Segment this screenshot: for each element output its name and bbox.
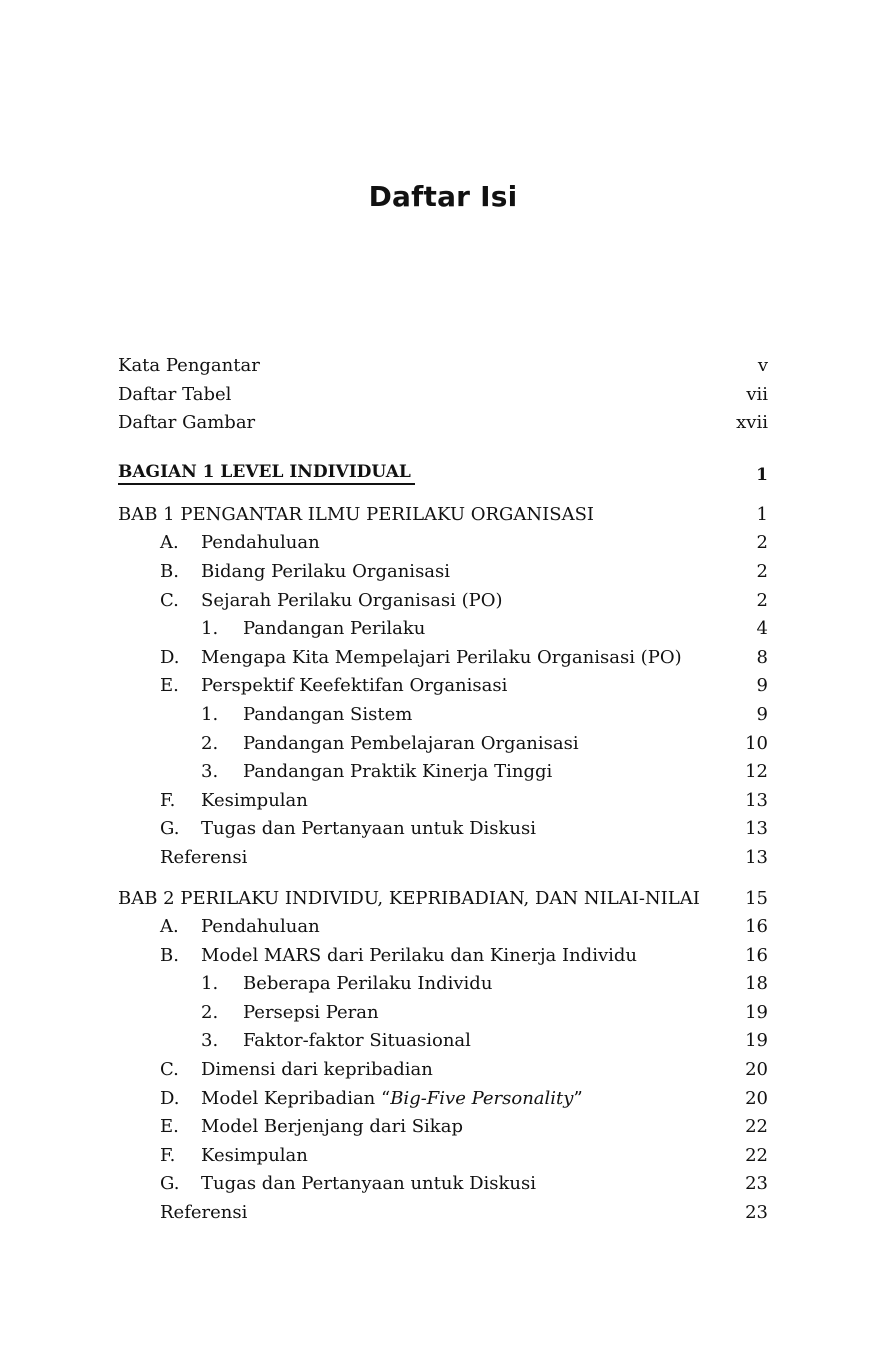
toc-entry-number: C. <box>160 589 179 611</box>
toc-subentry[interactable] <box>118 615 768 644</box>
toc-entry-number: D. <box>160 646 180 668</box>
toc-entry-label: Referensi <box>160 846 248 868</box>
toc-entry-number: F. <box>160 789 176 811</box>
toc-entry-page: 2 <box>756 560 768 582</box>
toc-entry-label: Faktor-faktor Situasional <box>243 1030 471 1052</box>
toc-entry-label: Mengapa Kita Mempelajari Perilaku Organisasi (PO) <box>201 646 682 668</box>
toc-entry-page: 18 <box>745 973 768 995</box>
toc-entry-number: B. <box>160 944 179 966</box>
toc-chapter-label: BAB 2 PERILAKU INDIVIDU, KEPRIBADIAN, DAN NILAI-NILAI <box>118 887 700 909</box>
toc-entry-number: 1. <box>201 973 219 995</box>
toc-entry-number: 3. <box>201 1030 219 1052</box>
toc-entry-label: Pandangan Praktik Kinerja Tinggi <box>243 761 553 783</box>
toc-entry-number: 1. <box>201 618 219 640</box>
toc-entry-number: C. <box>160 1059 179 1081</box>
toc-entry-page: 22 <box>745 1116 768 1138</box>
toc-entry-page: 4 <box>756 618 768 640</box>
toc-entry-number: A. <box>160 532 179 554</box>
toc-entry-page: 23 <box>745 1173 768 1195</box>
toc-entry-page: xvii <box>736 412 768 434</box>
toc-entry[interactable] <box>118 1113 768 1142</box>
toc-entry-page: 8 <box>756 646 768 668</box>
toc-entry-label: Referensi <box>160 1202 248 1224</box>
toc-entry-label: Sejarah Perilaku Organisasi (PO) <box>201 589 503 611</box>
toc-entry-label: Perspektif Keefektifan Organisasi <box>201 675 508 697</box>
toc-entry-number: 2. <box>201 1001 219 1023</box>
toc-entry-number: E. <box>160 1116 179 1138</box>
toc-subentry[interactable] <box>118 1027 768 1056</box>
toc-entry-page: 12 <box>745 761 768 783</box>
toc-subentry[interactable] <box>118 758 768 787</box>
toc-entry-label: Tugas dan Pertanyaan untuk Diskusi <box>201 1173 537 1195</box>
page-title: Daftar Isi <box>368 180 518 213</box>
toc-entry-number: 3. <box>201 761 219 783</box>
toc-chapter-bab-2[interactable] <box>118 885 768 914</box>
toc-entry-label: Pendahuluan <box>201 532 320 554</box>
toc-entry-page: 9 <box>756 703 768 725</box>
toc-entry-label: Model MARS dari Perilaku dan Kinerja Individu <box>201 944 637 966</box>
toc-entry-label-suffix: ” <box>573 1087 583 1109</box>
toc-entry[interactable] <box>118 558 768 587</box>
toc-entry[interactable] <box>118 644 768 673</box>
toc-entry[interactable] <box>118 787 768 816</box>
toc-entry-page: 9 <box>756 675 768 697</box>
toc-entry-number: B. <box>160 560 179 582</box>
toc-entry-label: Kata Pengantar <box>118 355 260 376</box>
toc-entry-label: Kesimpulan <box>201 789 308 811</box>
toc-entry-daftar-gambar[interactable] <box>118 409 768 438</box>
toc-entry[interactable] <box>118 1085 768 1114</box>
toc-entry-kata-pengantar[interactable] <box>118 352 768 381</box>
toc-entry-number: 1. <box>201 703 219 725</box>
toc-entry-page: 16 <box>745 916 768 938</box>
toc-entry-number: G. <box>160 818 180 840</box>
toc-entry-page: 13 <box>745 818 768 840</box>
toc-subentry[interactable] <box>118 970 768 999</box>
table-of-contents <box>118 352 768 1228</box>
toc-entry[interactable] <box>118 913 768 942</box>
toc-part-label: BAGIAN 1 LEVEL INDIVIDUAL <box>118 461 415 485</box>
toc-part-page: 1 <box>756 464 768 485</box>
toc-entry-label: Pendahuluan <box>201 916 320 938</box>
toc-chapter-bab-1[interactable] <box>118 501 768 530</box>
toc-entry[interactable] <box>118 529 768 558</box>
toc-entry-label: Beberapa Perilaku Individu <box>243 973 493 995</box>
toc-chapter-page: 15 <box>745 887 768 909</box>
toc-entry-page: 16 <box>745 944 768 966</box>
toc-entry-label <box>201 1085 583 1114</box>
toc-entry-number: A. <box>160 916 179 938</box>
toc-entry-label: Bidang Perilaku Organisasi <box>201 560 451 582</box>
toc-entry-number: E. <box>160 675 179 697</box>
toc-entry-page: 2 <box>756 589 768 611</box>
toc-entry-label: Pandangan Pembelajaran Organisasi <box>243 732 579 754</box>
toc-entry-page: 23 <box>745 1202 768 1224</box>
toc-entry-number: F. <box>160 1144 176 1166</box>
toc-entry-label: Daftar Gambar <box>118 412 256 434</box>
toc-entry-page: 13 <box>745 789 768 811</box>
toc-entry-page: vii <box>746 383 768 405</box>
toc-entry-label: Persepsi Peran <box>243 1001 379 1023</box>
toc-entry-referensi[interactable] <box>118 1199 768 1228</box>
toc-entry-page: v <box>757 355 768 376</box>
toc-entry-page: 2 <box>756 532 768 554</box>
toc-subentry[interactable] <box>118 701 768 730</box>
toc-entry-label: Tugas dan Pertanyaan untuk Diskusi <box>201 818 537 840</box>
toc-entry-label: Dimensi dari kepribadian <box>201 1059 433 1081</box>
toc-entry-number: G. <box>160 1173 180 1195</box>
toc-entry[interactable] <box>118 587 768 616</box>
toc-entry-page: 20 <box>745 1087 768 1109</box>
toc-entry-label: Daftar Tabel <box>118 383 232 405</box>
toc-entry-page: 10 <box>745 732 768 754</box>
toc-entry[interactable] <box>118 1056 768 1085</box>
toc-entry-referensi[interactable] <box>118 844 768 873</box>
toc-entry-page: 19 <box>745 1030 768 1052</box>
toc-subentry[interactable] <box>118 999 768 1028</box>
toc-entry-label-prefix: Model Kepribadian “ <box>201 1087 391 1109</box>
toc-part-heading[interactable] <box>118 461 768 489</box>
toc-entry-label-italic: Big-Five Personality <box>390 1087 574 1109</box>
toc-entry-page: 19 <box>745 1001 768 1023</box>
toc-chapter-page: 1 <box>756 503 768 525</box>
toc-entry-number: D. <box>160 1087 180 1109</box>
toc-entry[interactable] <box>118 672 768 701</box>
toc-entry[interactable] <box>118 1142 768 1171</box>
toc-chapter-label: BAB 1 PENGANTAR ILMU PERILAKU ORGANISASI <box>118 503 595 525</box>
toc-entry-page: 22 <box>745 1144 768 1166</box>
toc-subentry[interactable] <box>118 730 768 759</box>
toc-entry-page: 13 <box>745 846 768 868</box>
toc-entry[interactable] <box>118 1170 768 1199</box>
toc-entry-page: 20 <box>745 1059 768 1081</box>
toc-entry-label: Pandangan Perilaku <box>243 618 426 640</box>
toc-entry-number: 2. <box>201 732 219 754</box>
toc-entry[interactable] <box>118 942 768 971</box>
toc-entry-label: Kesimpulan <box>201 1144 308 1166</box>
toc-entry-label: Pandangan Sistem <box>243 703 413 725</box>
toc-entry-daftar-tabel[interactable] <box>118 381 768 410</box>
toc-entry[interactable] <box>118 815 768 844</box>
toc-entry-label: Model Berjenjang dari Sikap <box>201 1116 463 1138</box>
